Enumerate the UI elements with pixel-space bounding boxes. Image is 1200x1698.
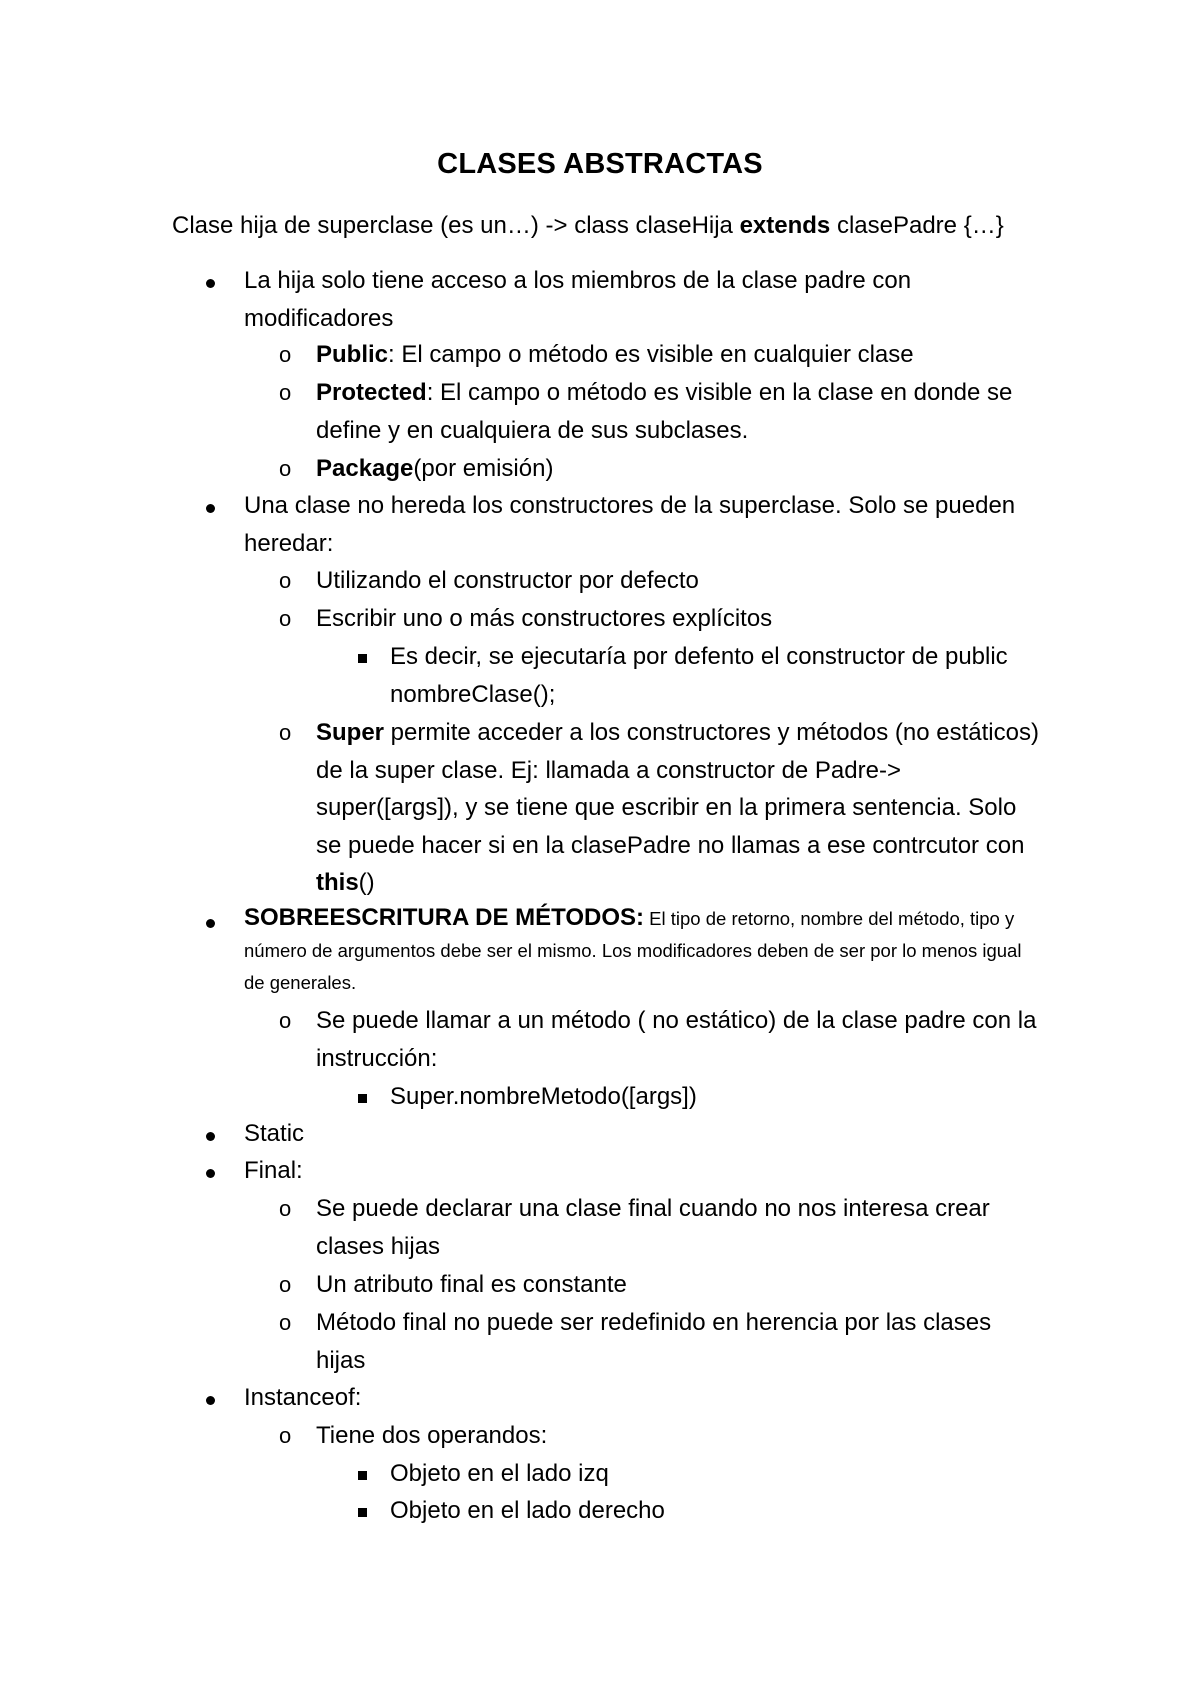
item-text-end: () [358, 869, 375, 896]
intro-keyword: extends [739, 212, 831, 239]
intro-line [172, 212, 1004, 240]
list-item: Utilizando el constructor por defecto [316, 567, 699, 594]
section-heading: SOBREESCRITURA DE MÉTODOS: [244, 904, 645, 931]
bullet-circle: o [279, 380, 292, 405]
list-item: Método final no puede ser redefinido en herencia por las clases hijas [316, 1309, 992, 1374]
keyword-public: Public [316, 341, 389, 368]
bullet-circle: o [279, 720, 292, 745]
bullet-square [358, 654, 367, 663]
list-item: Super.nombreMetodo([args]) [390, 1083, 697, 1110]
bullet-square [358, 1471, 367, 1480]
keyword-this: this [316, 869, 359, 896]
keyword-protected: Protected [316, 379, 427, 406]
item-text: (por emisión) [413, 455, 554, 482]
list-item: Static [244, 1120, 305, 1147]
list-item: Instanceof: [244, 1384, 362, 1411]
list-item [244, 902, 1044, 998]
list-item: La hija solo tiene acceso a los miembros de la clase padre con modificadores [244, 267, 912, 332]
item-text: : El campo o método es visible en cualquier clase [388, 341, 914, 368]
bullet-circle: o [279, 1196, 292, 1221]
list-item: Escribir uno o más constructores explícitos [316, 605, 773, 632]
bullet-dot [206, 919, 215, 928]
list-item: Es decir, se ejecutaría por defento el constructor de public nombreClase(); [390, 643, 1008, 708]
bullet-square [358, 1094, 367, 1103]
bullet-circle: o [279, 606, 292, 631]
keyword-package: Package [316, 455, 414, 482]
list-item [316, 374, 1046, 449]
keyword-super: Super [316, 719, 385, 746]
list-item: Se puede llamar a un método ( no estático) de la clase padre con la instrucción: [316, 1007, 1037, 1072]
bullet-circle: o [279, 1423, 292, 1448]
list-item [316, 336, 1046, 374]
list-item: Objeto en el lado izq [390, 1460, 609, 1487]
bullet-dot [206, 279, 215, 288]
bullet-circle: o [279, 456, 292, 481]
bullet-dot [206, 504, 215, 513]
list-item [316, 714, 1046, 902]
list-item: Tiene dos operandos: [316, 1422, 548, 1449]
list-item: Un atributo final es constante [316, 1271, 627, 1298]
list-item: Objeto en el lado derecho [390, 1497, 665, 1524]
item-text: : El campo o método es visible en la clase en donde se define y en cualquiera de sus subclases. [316, 379, 1013, 444]
bullet-dot [206, 1169, 215, 1178]
bullet-circle: o [279, 1272, 292, 1297]
intro-text-2: clasePadre {…} [830, 212, 1004, 239]
bullet-circle: o [279, 568, 292, 593]
bullet-circle: o [279, 1008, 292, 1033]
intro-text-1: Clase hija de superclase (es un…) -> class claseHija [172, 212, 740, 239]
bullet-circle: o [279, 1310, 292, 1335]
bullet-dot [206, 1396, 215, 1405]
item-text: El tipo de retorno, nombre del método, tipo y número de argumentos debe ser el mismo. Los modificadores deben de ser por lo menos igual de generales. [244, 908, 1022, 993]
list-item: Se puede declarar una clase final cuando no nos interesa crear clases hijas [316, 1195, 990, 1260]
bullet-square [358, 1508, 367, 1517]
list-item: Una clase no hereda los constructores de la superclase. Solo se pueden heredar: [244, 492, 1016, 557]
bullet-dot [206, 1132, 215, 1141]
item-text: permite acceder a los constructores y métodos (no estáticos) de la super clase. Ej: llamada a constructor de Padre-> super([args]), y se tiene que escribir en la primera sentencia. Solo se puede hacer si en la clasePadre no llamas a ese contrcutor con [316, 719, 1039, 859]
list-item: Final: [244, 1157, 303, 1184]
bullet-circle: o [279, 342, 292, 367]
list-item [316, 450, 1046, 488]
page-title: CLASES ABSTRACTAS [437, 148, 763, 180]
